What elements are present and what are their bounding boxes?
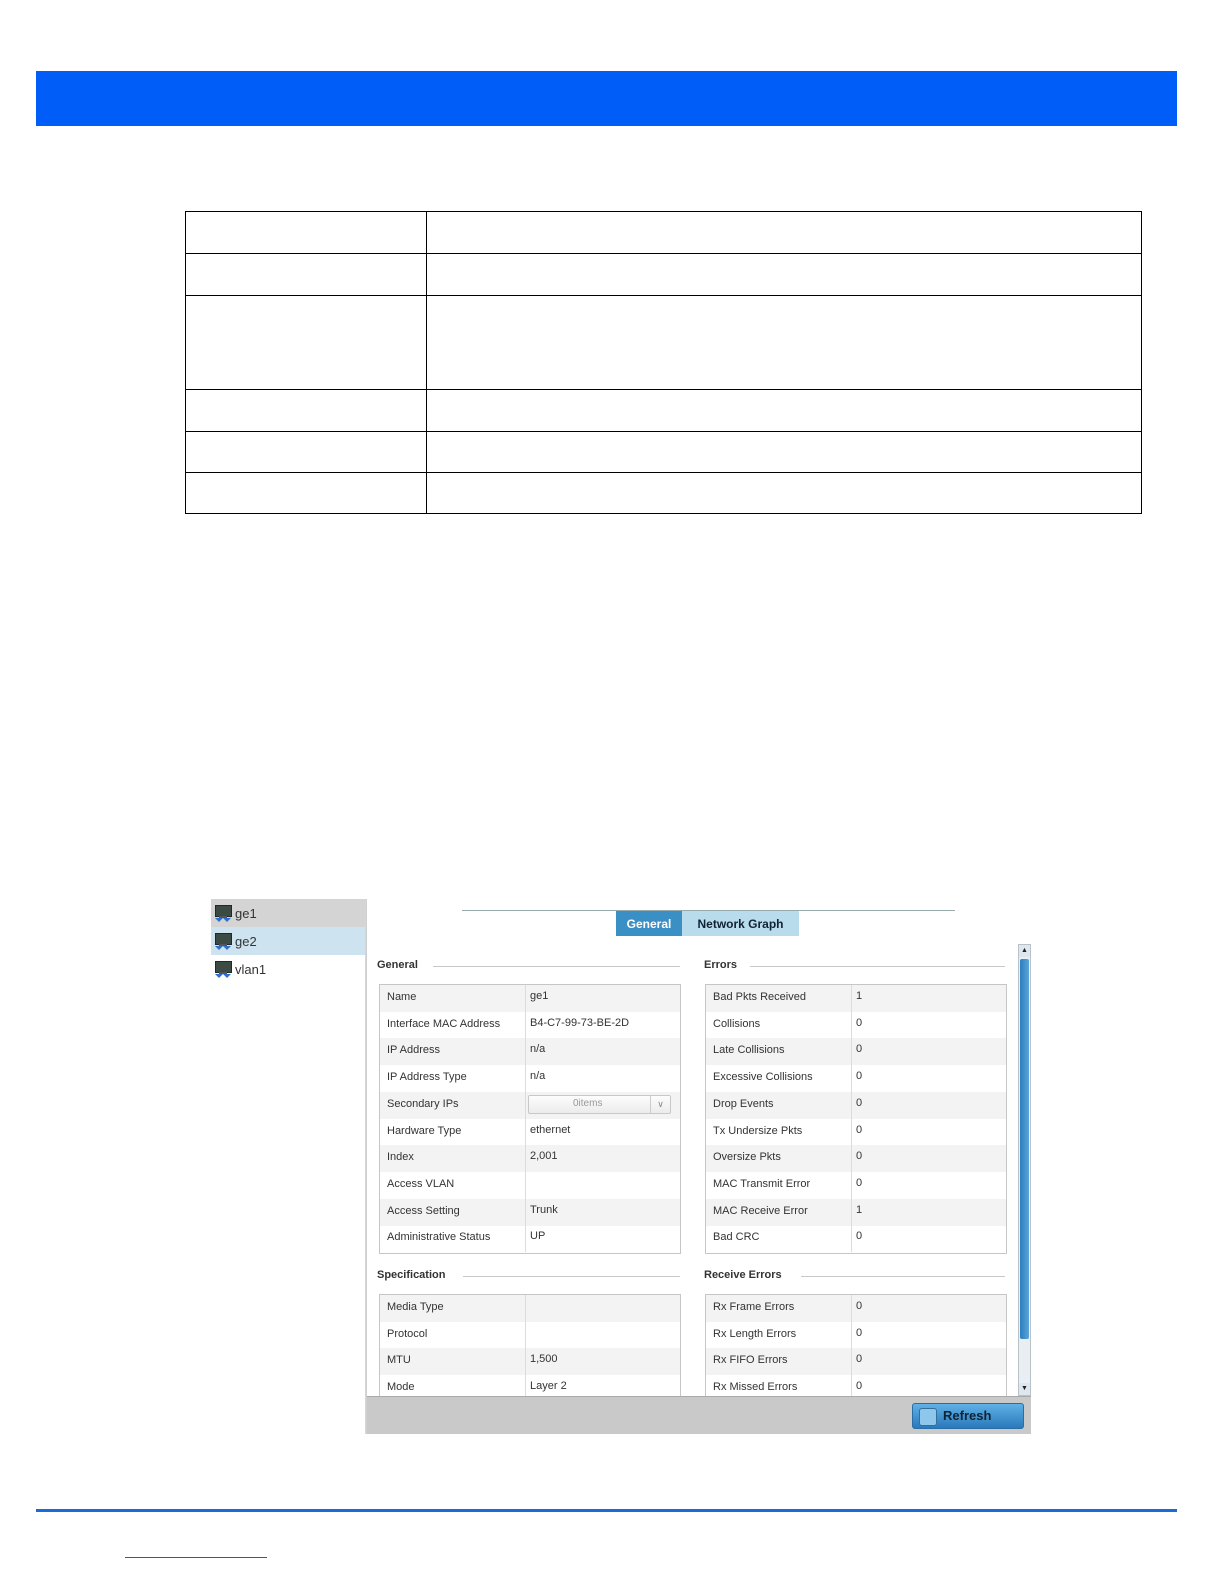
row-label: Oversize Pkts: [713, 1151, 781, 1164]
table-row: [380, 1322, 680, 1349]
row-value: 0: [856, 1096, 863, 1109]
scroll-thumb[interactable]: [1020, 959, 1029, 1339]
row-value: 2,001: [530, 1150, 558, 1163]
table-row: [380, 1092, 680, 1119]
row-label: Rx FIFO Errors: [713, 1354, 788, 1367]
table-row: [706, 1038, 1006, 1065]
tab-general[interactable]: General: [616, 911, 682, 936]
secondary-ips-select[interactable]: [528, 1095, 671, 1114]
errors-section-title: Errors: [704, 959, 738, 971]
tree-item-label: vlan1: [235, 961, 267, 977]
table-row: [706, 1119, 1006, 1146]
section-divider: [750, 966, 1005, 967]
table-row: [706, 985, 1006, 1012]
scroll-down-icon[interactable]: ▼: [1019, 1383, 1030, 1395]
row-value: 0: [856, 1380, 863, 1393]
column-divider: [525, 1225, 526, 1252]
interface-details-screenshot: [211, 899, 1031, 1434]
table-row: [380, 1225, 680, 1252]
row-value: 0: [856, 1326, 863, 1339]
footer-link-underline: [125, 1557, 267, 1558]
interface-icon: [214, 960, 232, 978]
row-label: Media Type: [387, 1301, 444, 1313]
column-divider: [525, 1065, 526, 1092]
table-row: [380, 1012, 680, 1039]
row-value: 0: [856, 1070, 863, 1083]
row-label: MAC Transmit Error: [713, 1177, 811, 1190]
row-value: 1: [856, 1203, 863, 1216]
column-divider: [851, 1348, 852, 1375]
specification-table: [379, 1294, 681, 1401]
table-row: [186, 296, 1142, 390]
tree-item-ge1[interactable]: [211, 899, 365, 927]
table-row: [706, 1065, 1006, 1092]
row-value: 0: [856, 1150, 863, 1163]
row-value: 0: [856, 1016, 863, 1029]
column-divider: [851, 1092, 852, 1119]
column-divider: [851, 1322, 852, 1349]
row-label: Rx Missed Errors: [713, 1381, 798, 1394]
row-label: Administrative Status: [387, 1231, 491, 1244]
general-section-title: General: [377, 959, 418, 971]
row-label: IP Address Type: [387, 1071, 467, 1084]
table-row: [380, 1065, 680, 1092]
chevron-down-icon[interactable]: ∨: [650, 1096, 670, 1113]
table-row: [706, 1012, 1006, 1039]
column-divider: [851, 1065, 852, 1092]
table-row: [380, 1172, 680, 1199]
column-divider: [851, 1199, 852, 1226]
row-label: MAC Receive Error: [713, 1204, 808, 1217]
row-value: Trunk: [530, 1203, 558, 1216]
row-label: Excessive Collisions: [713, 1071, 813, 1084]
table-row: [186, 473, 1142, 514]
table-row: [380, 1038, 680, 1065]
table-row: [706, 1145, 1006, 1172]
table-row: [380, 1348, 680, 1375]
receive-errors-section-title: Receive Errors: [704, 1269, 782, 1281]
column-divider: [851, 1172, 852, 1199]
details-panel: [366, 899, 1031, 1434]
column-divider: [525, 1295, 526, 1322]
column-divider: [525, 1322, 526, 1349]
row-label: Access VLAN: [387, 1177, 455, 1190]
refresh-button-label: Refresh: [943, 1408, 992, 1423]
select-value: 0items: [573, 1097, 603, 1109]
table-row: [186, 432, 1142, 473]
row-value: 0: [856, 1300, 863, 1312]
refresh-button[interactable]: [912, 1403, 1024, 1429]
row-value: 0: [856, 1230, 863, 1243]
table-row: [380, 985, 680, 1012]
row-value: 0: [856, 1353, 863, 1366]
tree-item-label: ge2: [235, 933, 257, 949]
header-band: [36, 71, 1177, 126]
row-value: 0: [856, 1123, 863, 1136]
column-divider: [525, 985, 526, 1012]
row-label: Drop Events: [713, 1097, 774, 1110]
tree-item-vlan1[interactable]: [211, 955, 365, 983]
table-row: [706, 1092, 1006, 1119]
column-divider: [851, 985, 852, 1012]
table-row: [186, 390, 1142, 432]
document-table: [185, 211, 1142, 514]
row-value: 0: [856, 1176, 863, 1189]
column-divider: [525, 1038, 526, 1065]
column-divider: [525, 1172, 526, 1199]
row-value: 0: [856, 1043, 863, 1056]
section-divider: [801, 1276, 1005, 1277]
specification-section-title: Specification: [377, 1269, 446, 1281]
column-divider: [525, 1348, 526, 1375]
row-label: Collisions: [713, 1017, 761, 1030]
row-label: Protocol: [387, 1327, 428, 1340]
row-label: Interface MAC Address: [387, 1017, 501, 1030]
scroll-up-icon[interactable]: ▲: [1019, 945, 1030, 957]
row-label: Mode: [387, 1381, 415, 1394]
column-divider: [525, 1012, 526, 1039]
general-table: [379, 984, 681, 1254]
column-divider: [851, 1225, 852, 1252]
row-label: Bad CRC: [713, 1231, 760, 1244]
column-divider: [851, 1119, 852, 1146]
table-row: [706, 1322, 1006, 1349]
interface-tree: [211, 899, 366, 1434]
bottom-bar: [367, 1396, 1031, 1434]
column-divider: [525, 1092, 526, 1119]
row-label: Rx Frame Errors: [713, 1301, 795, 1313]
errors-table: [705, 984, 1007, 1254]
table-row: [380, 1199, 680, 1226]
column-divider: [525, 1119, 526, 1146]
row-label: Hardware Type: [387, 1124, 462, 1137]
row-label: Name: [387, 991, 417, 1003]
row-label: Rx Length Errors: [713, 1327, 797, 1340]
column-divider: [525, 1145, 526, 1172]
table-row: [380, 1119, 680, 1146]
footer-rule: [36, 1509, 1177, 1512]
receive-errors-table: [705, 1294, 1007, 1401]
column-divider: [851, 1295, 852, 1322]
table-row: [186, 254, 1142, 296]
table-row: [706, 1225, 1006, 1252]
refresh-icon: [919, 1408, 937, 1426]
row-label: IP Address: [387, 1044, 440, 1057]
row-value: UP: [530, 1230, 546, 1243]
row-label: MTU: [387, 1354, 411, 1367]
vertical-scrollbar[interactable]: [1018, 944, 1031, 1396]
row-label: Index: [387, 1151, 414, 1164]
table-row: [706, 1348, 1006, 1375]
column-divider: [851, 1145, 852, 1172]
row-value: Layer 2: [530, 1380, 567, 1393]
interface-icon: [214, 904, 232, 922]
tree-item-label: ge1: [235, 905, 257, 921]
column-divider: [525, 1199, 526, 1226]
row-value: 1: [856, 990, 863, 1002]
column-divider: [851, 1012, 852, 1039]
tree-item-ge2[interactable]: [211, 927, 365, 955]
column-divider: [851, 1038, 852, 1065]
row-label: Access Setting: [387, 1204, 460, 1217]
section-divider: [433, 966, 680, 967]
row-label: Tx Undersize Pkts: [713, 1124, 803, 1137]
table-row: [380, 1145, 680, 1172]
row-value: n/a: [530, 1070, 546, 1083]
row-value: n/a: [530, 1043, 546, 1056]
row-label: Late Collisions: [713, 1044, 785, 1057]
table-row: [706, 1295, 1006, 1322]
row-value: B4-C7-99-73-BE-2D: [530, 1016, 630, 1029]
row-value: ethernet: [530, 1123, 571, 1136]
row-label: Bad Pkts Received: [713, 991, 806, 1003]
row-value: ge1: [530, 990, 549, 1002]
tab-network-graph[interactable]: Network Graph: [682, 911, 799, 936]
section-divider: [463, 1276, 680, 1277]
table-row: [706, 1199, 1006, 1226]
interface-icon: [214, 932, 232, 950]
table-row: [380, 1295, 680, 1322]
row-value: 1,500: [530, 1353, 558, 1366]
table-row: [706, 1172, 1006, 1199]
table-row: [186, 212, 1142, 254]
row-label: Secondary IPs: [387, 1097, 459, 1110]
